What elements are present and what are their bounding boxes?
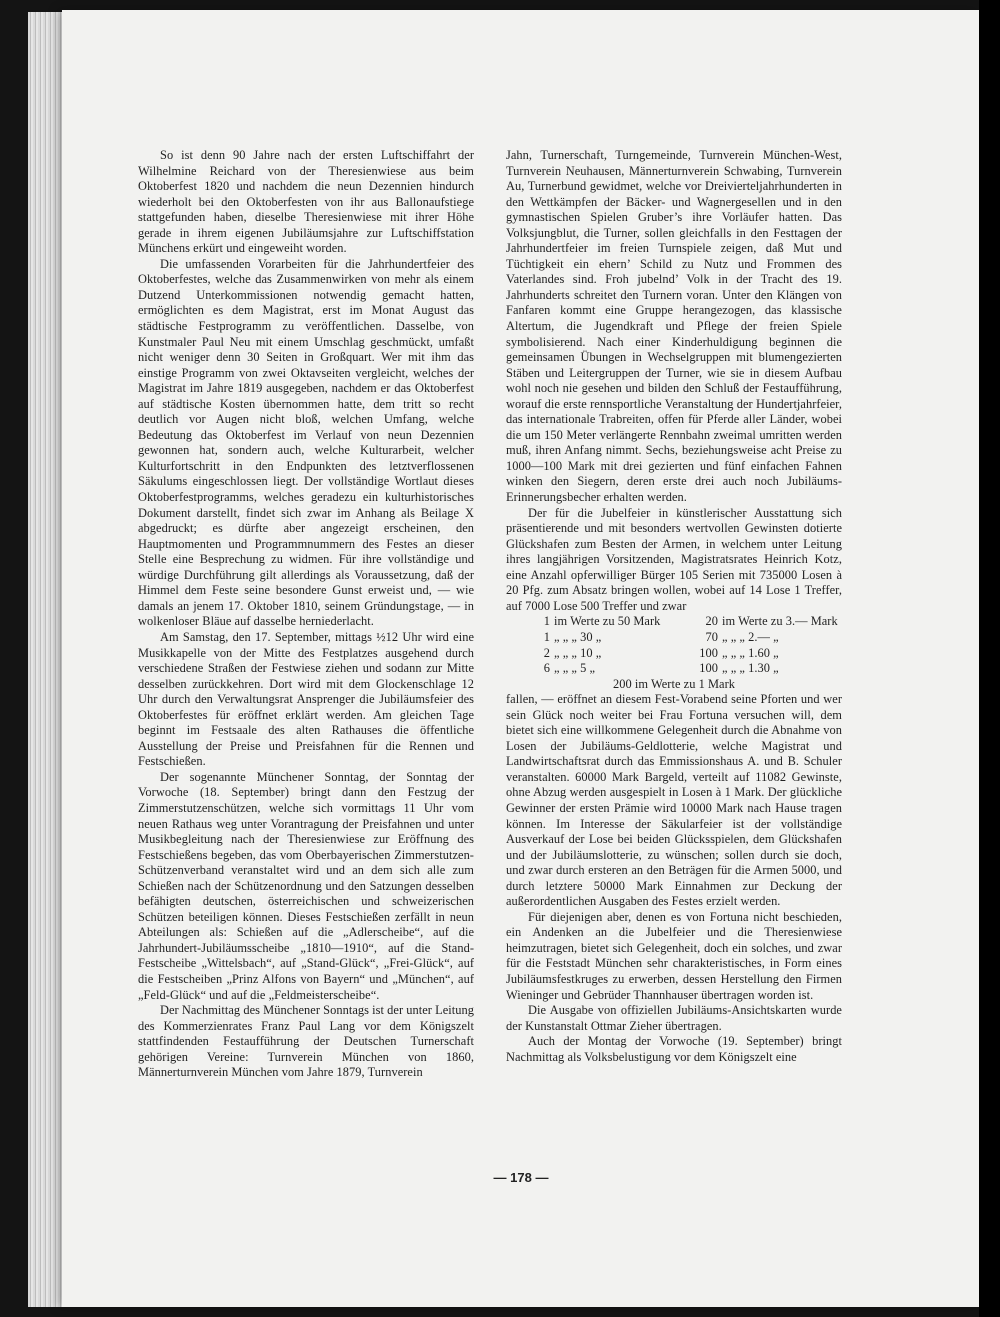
paragraph: So ist denn 90 Jahre nach der ersten Luftschiffahrt der Wilhelmine Reichard von der Theresienwiese aus beim Oktoberfest 1820 und nachdem die neun Dezennien hindurch wiederholt bei den Oktoberfesten von ihr aus Ballonaufstiege stattgefunden haben, dieselbe Theresienwiese mit ihrer Höhe gerade in ihrem eigenen Jubiläumsjahre zur Luftschiffstation Münchens erkürt und eingeweiht worden. [138,148,474,256]
lottery-row [520,630,838,646]
paragraph: Für diejenigen aber, denen es von Fortuna nicht beschieden, ein Andenken an die Jubelfeier und die Theresienwiese heimzutragen, bietet sich Gelegenheit, doch ein solches, und zwar für die Feststadt München sehr charakteristisches, in Form eines Jubiläumsfestkruges zu erwerben, dessen Herstellung den Firmen Wieninger und Gebrüder Thannhauser übertragen worden ist. [506,909,842,1002]
paragraph: Am Samstag, den 17. September, mittags ½12 Uhr wird eine Musikkapelle von der Mitte des Festplatzes ausgehend durch verschiedene Straßen der Festwiese ziehen und sodann zur Mitte desselben zurückkehren. Dort wird mit dem Glockenschlage 12 Uhr durch den Verwaltungsrat Ansprenger die Jubiläumsfeier des Oktoberfestes für eröffnet erklärt werden. Am gleichen Tage beginnt im Festsaale des alten Rathauses die öffentliche Ausstellung der Preise und Preisfahnen für die Rennen und Festschießen. [138,629,474,769]
lottery-cell: „ „ „ 10 „ [554,645,602,660]
lottery-cell: „ „ „ 1.30 „ [722,661,779,676]
lottery-row [520,614,838,630]
lottery-row [520,661,838,677]
paragraph: Der Nachmittag des Münchener Sonntags ist der unter Leitung des Kommerzienrates Franz Paul Lang vor dem Königszelt stattfindenden Festaufführung der Deutschen Turnerschaft gehörigen Vereine: Turnverein München von 1860, Männerturnverein München vom Jahre 1879, Turnverein [138,1003,475,1080]
right-text-column [506,148,842,1065]
lottery-cell: „ „ „ 30 „ [554,629,602,644]
lottery-cell: 2 [543,645,550,660]
lottery-prize-table [506,614,842,692]
lottery-cell: im Werte zu 50 Mark [554,614,661,629]
paragraph: Die Ausgabe von offiziellen Jubiläums-Ansichtskarten wurde der Kunstanstalt Ottmar Zieher übertragen. [506,1003,842,1033]
lottery-cell: 6 [543,661,550,676]
paragraph: Die umfassenden Vorarbeiten für die Jahrhundertfeier des Oktoberfestes, welche das Zusammenwirken von mehr als einem Dutzend Unterkommissionen notwendig gemacht hatten, ermöglichten es dem Magistrat, erst im Monat August das städtische Festprogramm zu veröffentlichen. Dasselbe, von Kunstmaler Paul Neu mit einem Umschlag geschmückt, umfaßt nicht weniger denn 30 Seiten in Großquart. Wer mit ihm das einstige Programm von zwei Oktavseiten vergleicht, welches der Magistrat im Jahre 1819 ausgegeben, nachdem er das Oktoberfest auf städtische Kosten übernommen hatte, dem tritt so recht deutlich vor Augen nicht bloß, welchen Umfang, welche Bedeutung das Oktoberfest im Verlauf von neun Dezennien gewonnen hat, sondern auch, welche Kulturarbeit, welcher Kulturfortschritt in den Endpunkten des letztverflossenen Säkulums eingeschlossen liegt. Der vollständige Wortlaut dieses Oktoberfestprogramms, welches geradezu ein kulturhistorisches Dokument darstellt, findet sich zwar im Anhang als Beilage X abgedruckt; es dürfte aber angezeigt erscheinen, den Hauptmomenten und Programmnummern des Festes an dieser Stelle eine Besprechung zu widmen. Für ihre vollständige und würdige Durchführung gilt allerdings als Voraussetzung, daß der Himmel dem Feste seine besondere Gunst erweist und, — wie damals an jenem 17. Oktober 1810, seinem Gründungstage, — in wolkenloser Bläue auf dasselbe herniederlacht. [138,256,474,629]
lottery-cell: „ „ „ 2.— „ [722,629,779,644]
paragraph: Der sogenannte Münchener Sonntag, der Sonntag der Vorwoche (18. September) bringt dann den Festzug der Zimmerstutzenschützen, welche sich vormittags 11 Uhr vom neuen Rathaus weg unter Vorantragung der Preisfahnen und unter Musikbegleitung nach der Theresienwiese zur Eröffnung des Festschießens begeben, das vom Oberbayerischen Zimmerstutzen-Schützenverband veranstaltet wird und an dem sich alle zum Schießen nach der Schützenordnung und den Satzungen desselben befähigten deutschen, österreichischen und schweizerischen Schützen beteiligen können. Dieses Festschießen zerfällt in neun Abteilungen als: Schießen auf die „Adlerscheibe“, auf die Jahrhundert-Jubiläumsscheibe „1810—1910“, auf die Stand-Festscheibe „Wittelsbach“, auf „Stand-Glück“, „Frei-Glück“, auf die Festscheiben „Prinz Alfons von Bayern“ und „München“, auf „Feld-Glück“ und auf die „Feldmeisterscheibe“. [138,769,474,1002]
lottery-cell: 70 [705,629,718,644]
lottery-cell: 100 [699,661,718,676]
lottery-cell: 1 [543,614,550,629]
lottery-cell: „ „ „ 1.60 „ [722,645,779,660]
lottery-last-row: 200 im Werte zu 1 Mark [612,676,736,691]
left-text-column [138,148,474,1081]
lottery-cell: 100 [699,645,718,660]
paragraph: fallen, — eröffnet an diesem Fest-Vorabend seine Pforten und wer sein Glück noch weiter bei Frau Fortuna versuchen will, dem bietet sich eine willkommene Gelegenheit durch die Abnahme von Losen der Jubiläums-Geldlotterie, welche Magistrat und Landwirtschaftsrat durch das Emmissionshaus A. und B. Schuler veranstalten. 60000 Mark Bargeld, verteilt auf 11082 Gewinste, ohne Abzug werden ausgespielt in Losen à 1 Mark. Der glückliche Gewinner der ersten Prämie wird 10000 Mark nach Hause tragen können. Im Interesse der Säkularfeier ist der vollständige Ausverkauf der Lose bei beiden Glücksspielen, dem Glückshafen und der Jubiläumslotterie, zu wünschen; sollen durch sie doch, und zwar durch ersteren an den Beträgen für die Armen 5000, und durch letztere 50000 Mark Einnahmen zur Deckung der außerordentlichen Ausgaben des Festes erzielt werden. [506,692,842,909]
page-number: — 178 — [493,1170,549,1185]
scan-dark-edge [979,0,1000,1317]
paragraph: Der für die Jubelfeier in künstlerischer Ausstattung sich präsentierende und mit besonders wertvollen Gewinsten dotierte Glückshafen zum Besten der Armen, in welchem unter Leitung ihres langjährigen Vorsitzenden, Magistratsrates Heinrich Kotz, eine Anzahl opferwilliger Bürger 105 Serien mit 735000 Losen à 20 Pfg. zum Absatz bringen wollen, wobei auf 14 Lose 1 Treffer, auf 7000 Lose 500 Treffer und zwar [506,505,842,613]
lottery-row [520,646,838,662]
lottery-cell: „ „ „ 5 „ [554,661,596,676]
lottery-cell: 1 [543,629,550,644]
lottery-cell: im Werte zu 3.— Mark [722,614,838,629]
paragraph: Auch der Montag der Vorwoche (19. September) bringt Nachmittag als Volksbelustigung vor dem Königszelt eine [506,1034,842,1064]
paragraph: Jahn, Turnerschaft, Turngemeinde, Turnverein München-West, Turnverein Neuhausen, Männerturnverein Schwabing, Turnverein Au, Turnerbund gewidmet, welche vor Dreivierteljahrhunderten in den Wettkämpfen der Bäcker- und Wagnergesellen und in den gymnastischen Spielen Gruber’s ihre Vorläufer hatten. Das Volksjungblut, die Turner, sollen gleichfalls in den Festtagen der Jahrhundertfeier im freien Turnspiele zeigen, daß Mut und Tüchtigkeit ein ehern’ Schild zu Nutz und Frommen des Vaterlandes sind. Froh jubelnd’ Volk in der Tracht des 19. Jahrhunderts schreitet den Turnern voran. Unter den Klängen von Fanfaren kommt eine Gruppe herangezogen, das klassische Altertum, die Jugendkraft und Pflege der freien Spiele symbolisierend. Nach einer Kinderhuldigung beginnen die gemeinsamen Übungen in Wechselgruppen mit blumengezierten Stäben und Leitergruppen der Turner, wie sie in diesem Aufbau wohl noch nie gesehen und bilden den Schluß der Festaufführung, worauf die erste rennsportliche Veranstaltung der Hundertjahrfeier, das internationale Trabreiten, offen für Pferde aller Länder, wobei die um 150 Meter verlängerte Rennbahn zweimal umritten werden muß, ihren Anfang nimmt. Sechs, beziehungsweise acht Preise zu 1000—100 Mark mit drei gezierten und fünf einfachen Fahnen winken den Siegern, deren erste drei auch noch Jubiläums-Erinnerungsbecher erhalten werden. [506,148,842,505]
lottery-cell: 20 [705,614,718,629]
